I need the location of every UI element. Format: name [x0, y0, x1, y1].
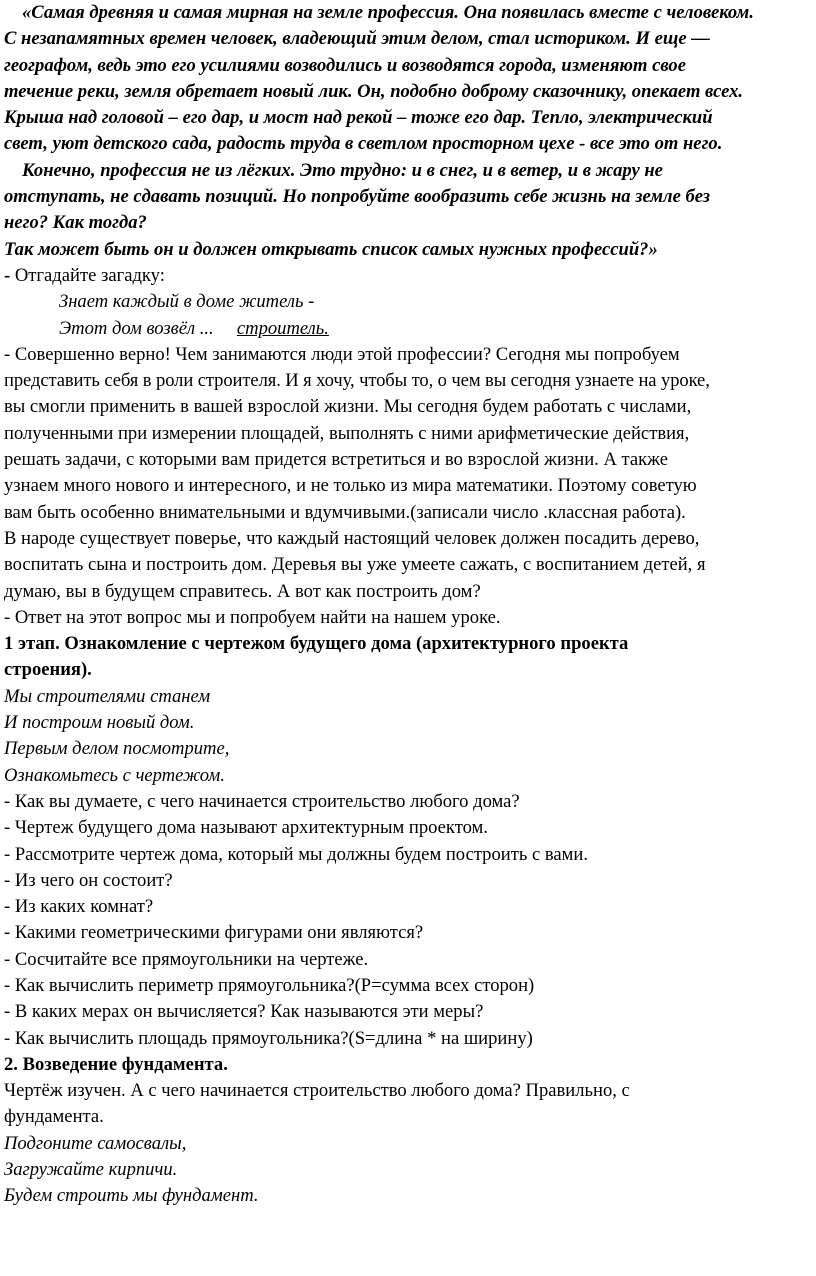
riddle-line-prefix: Этот дом возвёл ...: [59, 317, 237, 339]
intro-line: Так может быть он и должен открывать список самых нужных профессий?»: [4, 238, 658, 260]
body-text: [4, 342, 810, 631]
intro-quote: [4, 0, 810, 263]
stage-2-section: [4, 1052, 810, 1210]
body-line: узнаем много нового и интересного, и не только из мира математики. Поэтому советую: [4, 475, 697, 497]
intro-line: свет, уют детского сада, радость труда в светлом просторном цехе - все это от него.: [4, 133, 723, 155]
stage-1-poem-line: И построим новый дом.: [4, 712, 195, 734]
riddle-prompt: [4, 263, 810, 289]
intro-line: С незапамятных времен человек, владеющий этим делом, стал историком. И еще —: [4, 28, 710, 50]
riddle-prompt-text: Отгадайте загадку:: [10, 264, 165, 286]
stage-1-question: - Из чего он состоит?: [4, 869, 173, 891]
riddle-dash: -: [4, 264, 11, 286]
body-line: вы смогли применить в вашей взрослой жизни. Мы сегодня будем работать с числами,: [4, 396, 692, 418]
stage-1-poem-line: Ознакомьтесь с чертежом.: [4, 764, 225, 786]
riddle-line: [4, 316, 810, 342]
stage-1-question: - Какими геометрическими фигурами они являются?: [4, 922, 424, 944]
body-line: представить себя в роли строителя. И я хочу, чтобы то, о чем вы сегодня узнаете на уроке,: [4, 370, 710, 392]
intro-line: «Самая древняя и самая мирная на земле профессия. Она появилась вместе с человеком.: [22, 2, 754, 23]
intro-line: Конечно, профессия не из лёгких. Это трудно: и в снег, и в ветер, и в жару не: [22, 159, 663, 181]
body-line: - Ответ на этот вопрос мы и попробуем найти на нашем уроке.: [4, 606, 501, 628]
body-line: полученными при измерении площадей, выполнять с ними арифметические действия,: [4, 422, 690, 444]
stage-1-question: - Из каких комнат?: [4, 896, 154, 918]
stage-1-question: - Как вычислить периметр прямоугольника?(Р=сумма всех сторон): [4, 974, 535, 996]
stage-1-question: - Рассмотрите чертеж дома, который мы должны будем построить с вами.: [4, 843, 589, 865]
stage-2-poem-line: Будем строить мы фундамент.: [4, 1185, 259, 1207]
stage-2-text-line: фундамента.: [4, 1106, 104, 1128]
body-line: думаю, вы в будущем справитесь. А вот как построить дом?: [4, 580, 481, 602]
stage-1-question: - Как вы думаете, с чего начинается строительство любого дома?: [4, 790, 520, 812]
body-line: решать задачи, с которыми вам придется встретиться и во взрослой жизни. А также: [4, 449, 669, 471]
stage-1-question: - Как вычислить площадь прямоугольника?(S=длина * на ширину): [4, 1027, 533, 1049]
intro-line: географом, ведь это его усилиями возводились и возводятся города, изменяют свое: [4, 54, 686, 76]
stage-1-poem-line: Первым делом посмотрите,: [4, 738, 230, 760]
stage-1-poem-line: Мы строителями станем: [4, 685, 211, 707]
intro-line: отступать, не сдавать позиций. Но попробуйте вообразить себе жизнь на земле без: [4, 186, 711, 208]
intro-line: него? Как тогда?: [4, 212, 147, 234]
body-line: - Совершенно верно! Чем занимаются люди этой профессии? Сегодня мы попробуем: [4, 343, 680, 365]
body-line: В народе существует поверье, что каждый настоящий человек должен посадить дерево,: [4, 527, 700, 549]
stage-1-section: [4, 631, 810, 1052]
body-line: воспитать сына и построить дом. Деревья вы уже умеете сажать, с воспитанием детей, я: [4, 554, 706, 576]
intro-line: течение реки, земля обретает новый лик. Он, подобно доброму сказочнику, опекает всех.: [4, 80, 744, 102]
body-line: вам быть особенно внимательными и вдумчивыми.(записали число .классная работа).: [4, 501, 686, 523]
stage-1-question: - В каких мерах он вычисляется? Как называются эти меры?: [4, 1001, 484, 1023]
riddle: [4, 263, 810, 342]
intro-line: Крыша над головой – его дар, и мост над рекой – тоже его дар. Тепло, электрический: [4, 107, 713, 129]
stage-2-heading: 2. Возведение фундамента.: [4, 1053, 228, 1075]
riddle-answer: строитель.: [236, 317, 329, 339]
stage-2-text-line: Чертёж изучен. А с чего начинается строительство любого дома? Правильно, с: [4, 1080, 630, 1102]
stage-2-poem-line: Загружайте кирпичи.: [4, 1159, 178, 1181]
riddle-line: Знает каждый в доме житель -: [59, 291, 315, 313]
stage-1-heading-cont: строения).: [4, 659, 92, 681]
stage-1-question: - Сосчитайте все прямоугольники на чертеже.: [4, 948, 369, 970]
stage-1-heading: 1 этап. Ознакомление с чертежом будущего дома (архитектурного проекта: [4, 633, 629, 655]
stage-2-poem-line: Подгоните самосвалы,: [4, 1132, 187, 1154]
stage-1-question: - Чертеж будущего дома называют архитектурным проектом.: [4, 817, 488, 839]
